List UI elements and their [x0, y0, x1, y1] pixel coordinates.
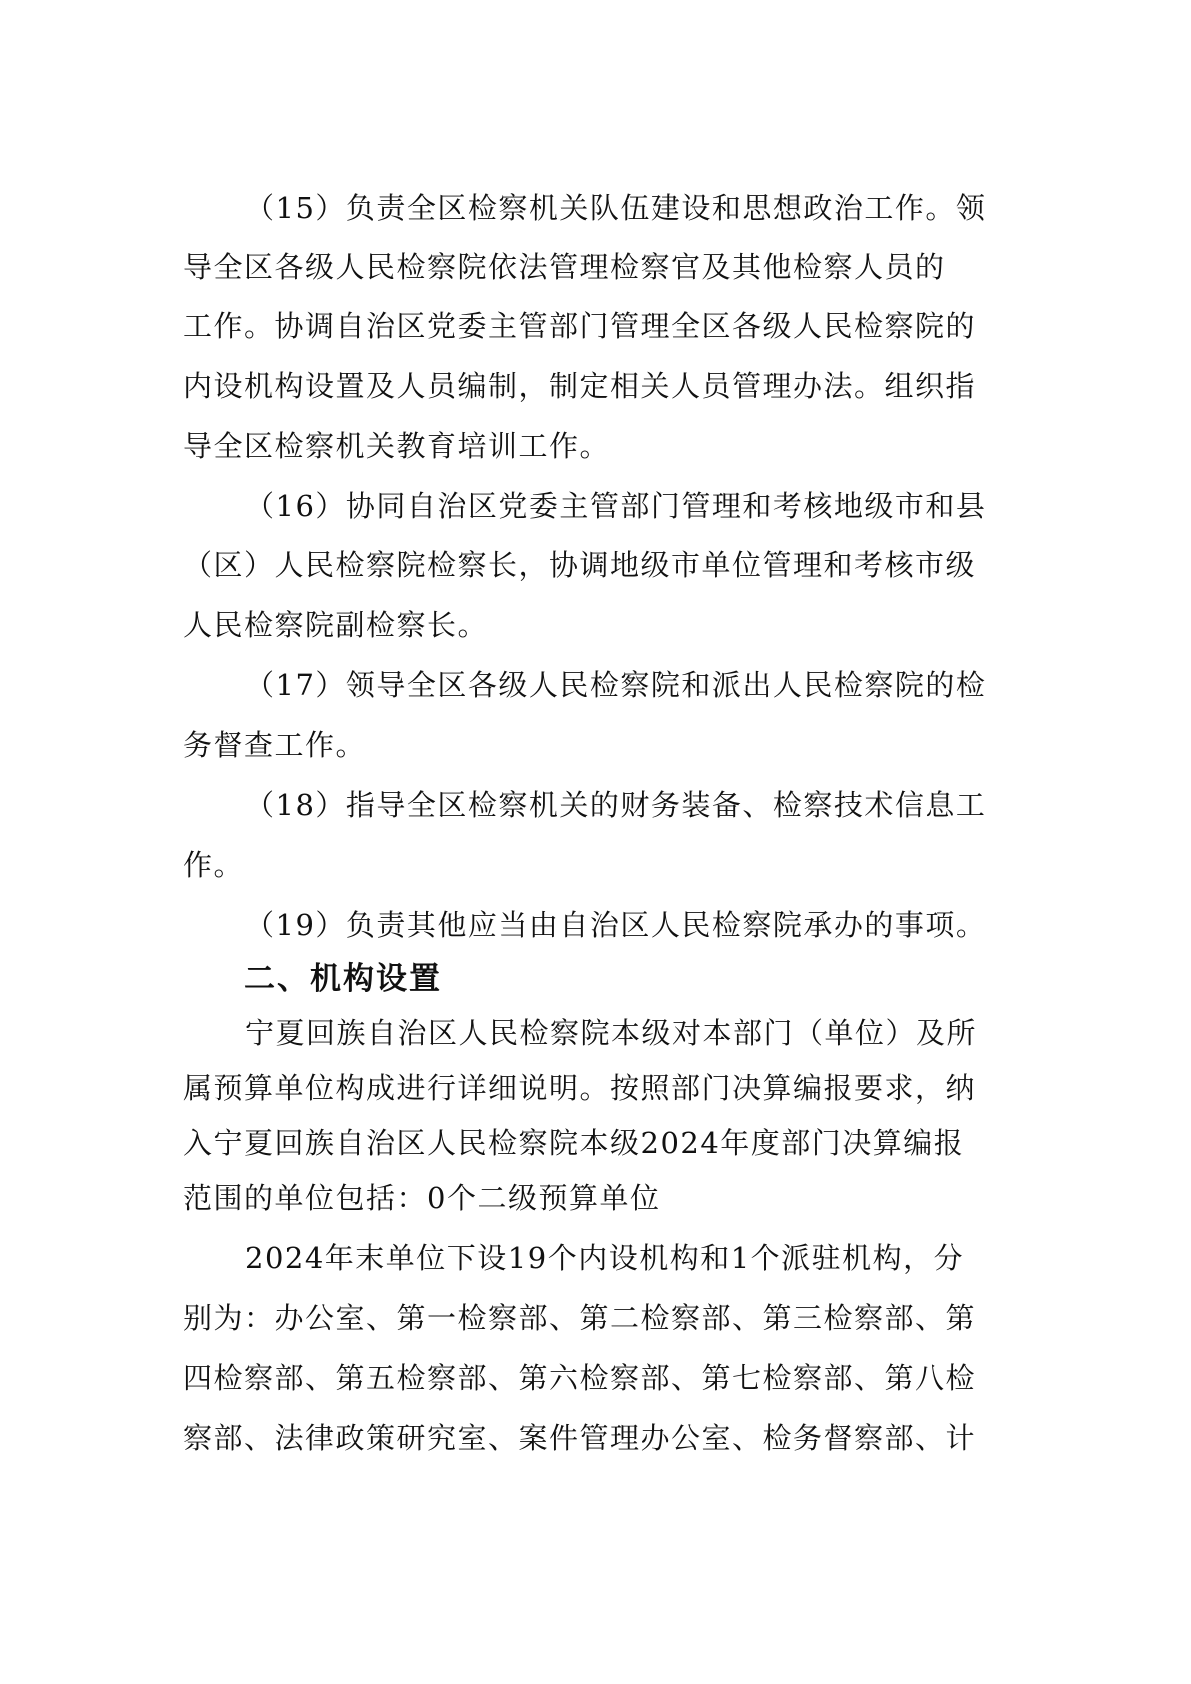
text-line: 作。: [183, 848, 245, 882]
text-line: （16）协同自治区党委主管部门管理和考核地级市和县: [245, 489, 987, 523]
section-heading: 二、机构设置: [244, 961, 442, 997]
text-line: （17）领导全区各级人民检察院和派出人民检察院的检: [245, 668, 987, 702]
text-line: 内设机构设置及人员编制，制定相关人员管理办法。组织指: [183, 369, 977, 403]
text-line: 别为：办公室、第一检察部、第二检察部、第三检察部、第: [183, 1301, 977, 1335]
text-line: 四检察部、第五检察部、第六检察部、第七检察部、第八检: [183, 1361, 977, 1395]
text-line: 入宁夏回族自治区人民检察院本级2024年度部门决算编报: [183, 1126, 965, 1160]
text-line: （18）指导全区检察机关的财务装备、检察技术信息工: [245, 788, 987, 822]
text-line: 务督查工作。: [183, 728, 367, 762]
text-line: 人民检察院副检察长。: [183, 608, 489, 642]
text-line: （19）负责其他应当由自治区人民检察院承办的事项。: [245, 908, 987, 942]
text-line: 宁夏回族自治区人民检察院本级对本部门（单位）及所: [245, 1016, 978, 1050]
text-line: 导全区各级人民检察院依法管理检察官及其他检察人员的: [183, 250, 946, 284]
text-line: 属预算单位构成进行详细说明。按照部门决算编报要求，纳: [183, 1071, 977, 1105]
text-line: （15）负责全区检察机关队伍建设和思想政治工作。领: [245, 191, 987, 225]
text-line: 察部、法律政策研究室、案件管理办公室、检务督察部、计: [183, 1421, 977, 1455]
text-line: 范围的单位包括：0个二级预算单位: [183, 1181, 661, 1215]
text-line: （区）人民检察院检察长，协调地级市单位管理和考核市级: [183, 548, 977, 582]
text-line: 工作。协调自治区党委主管部门管理全区各级人民检察院的: [183, 309, 977, 343]
text-line: 2024年末单位下设19个内设机构和1个派驻机构，分: [245, 1241, 965, 1275]
text-line: 导全区检察机关教育培训工作。: [183, 429, 611, 463]
